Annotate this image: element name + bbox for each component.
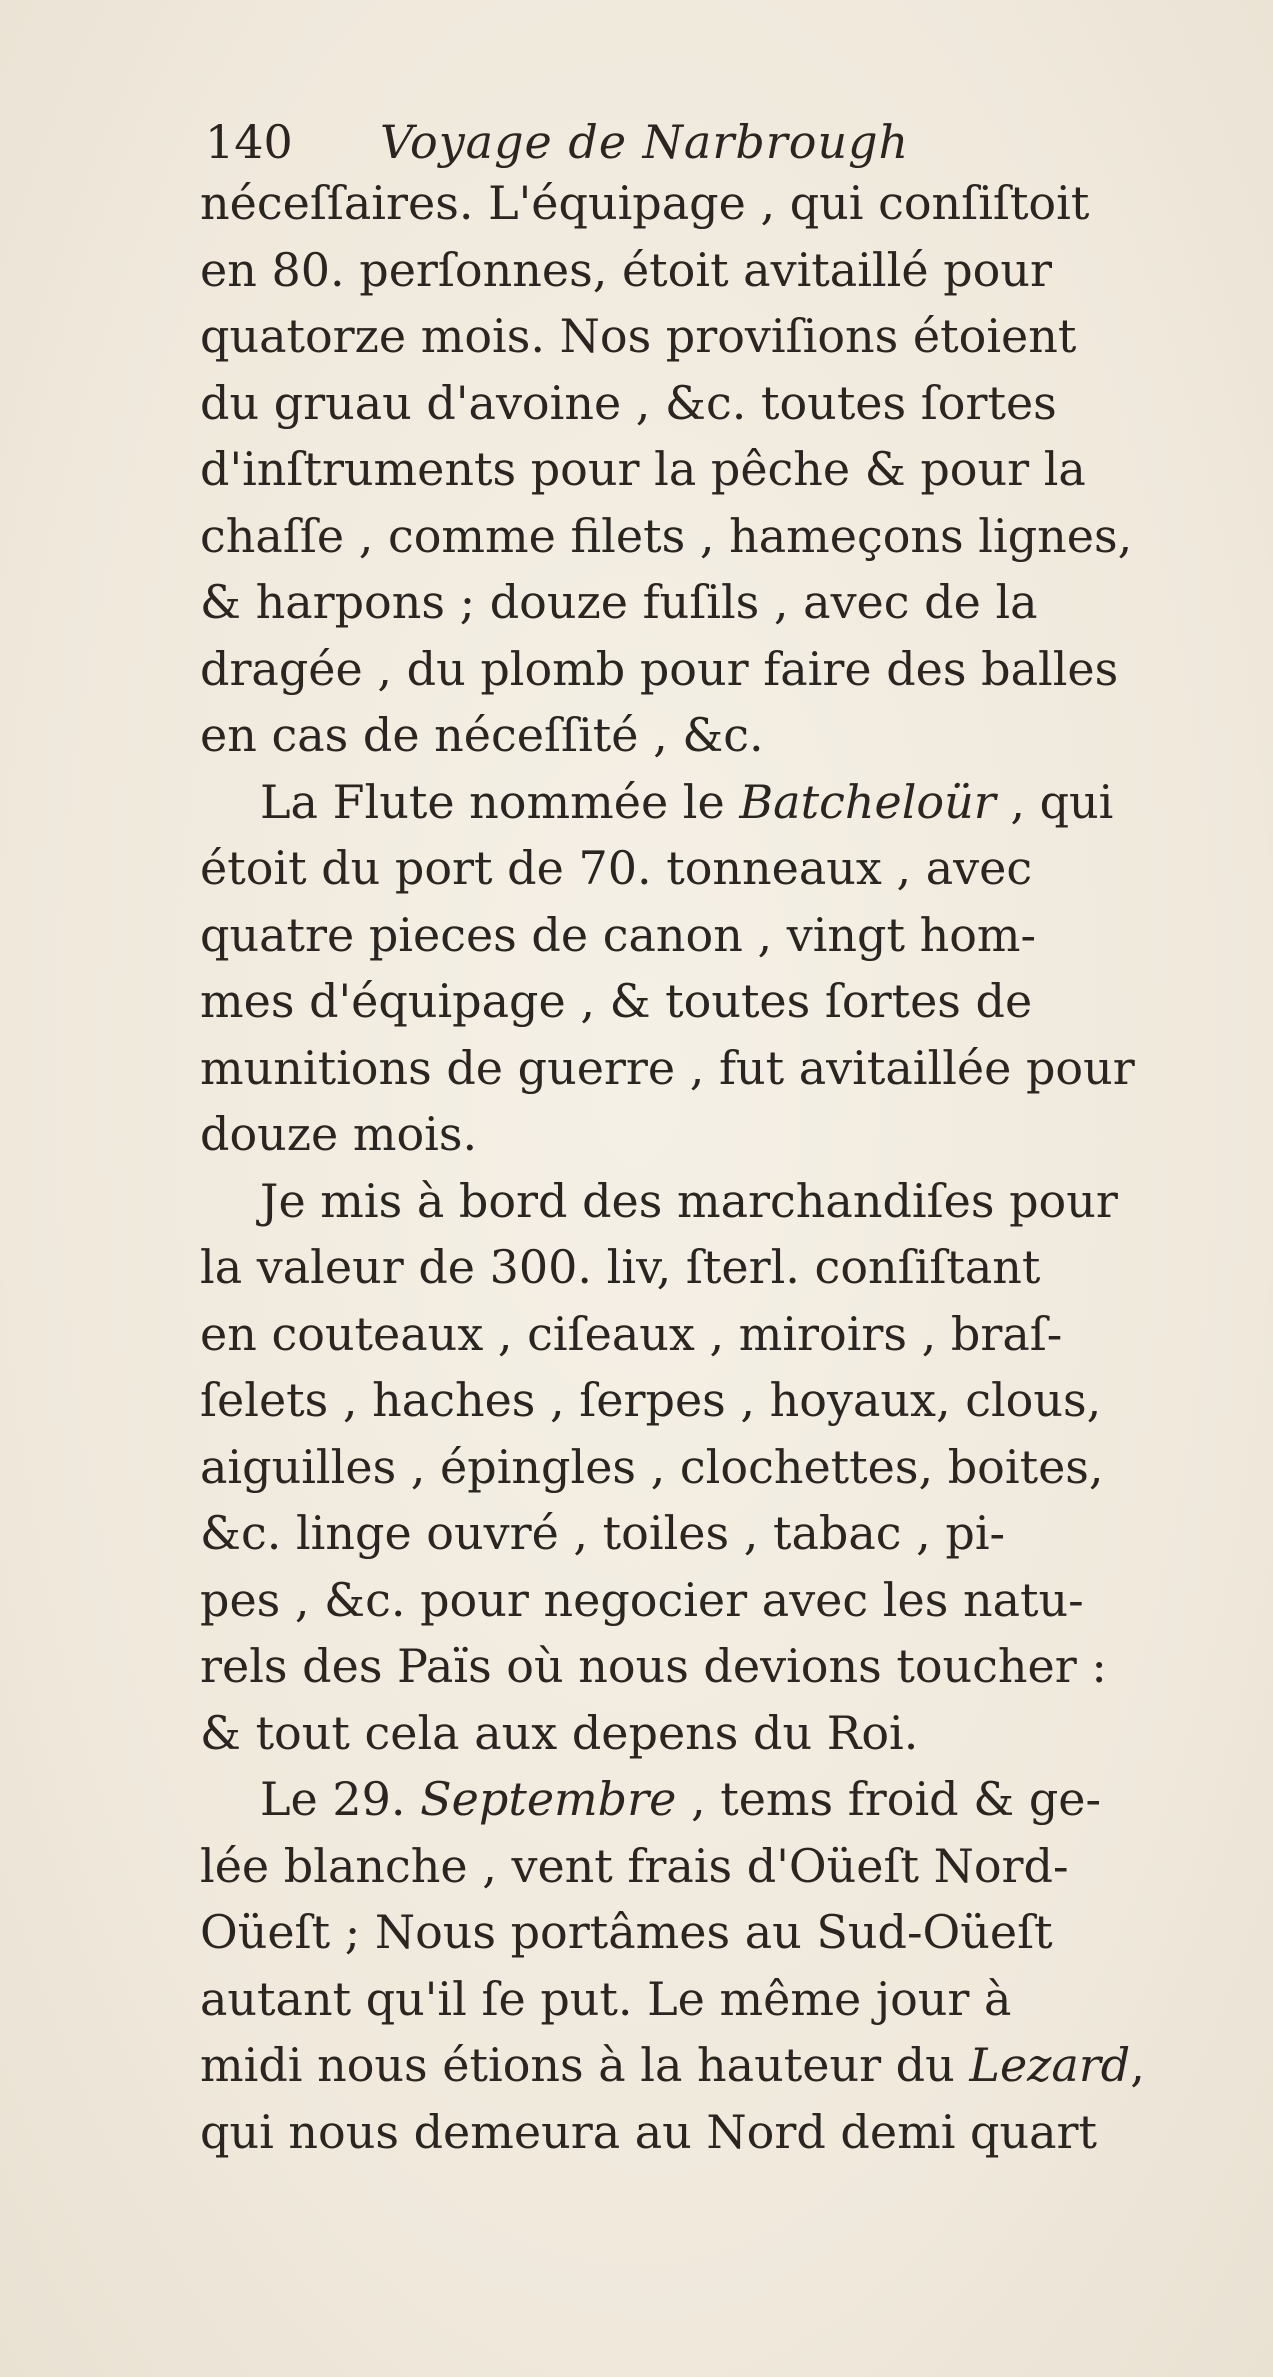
text-segment: chaſſe , comme filets , hameçons lignes,	[200, 508, 1133, 563]
text-segment: midi nous étions à la hauteur du	[200, 2038, 970, 2092]
text-line	[200, 1301, 1200, 1368]
text-segment: étoit du port de 70. tonneaux , avec	[200, 841, 1033, 895]
text-segment: dragée , du plomb pour faire des balles	[200, 641, 1119, 696]
running-title: Voyage de Narbrough	[380, 115, 910, 169]
text-line	[200, 2099, 1200, 2166]
text-segment: munitions de guerre , fut avitaillée pour	[200, 1040, 1135, 1095]
text-segment: en 80. perſonnes, étoit avitaillé pour	[200, 242, 1052, 297]
text-segment: & harpons ; douze fuſils , avec de la	[200, 575, 1038, 629]
text-line	[200, 1899, 1200, 1966]
text-segment: autant qu'il ſe put. Le même jour à	[200, 1971, 1012, 2026]
text-line	[200, 1700, 1200, 1767]
text-segment: mes d'équipage , & toutes ſortes de	[200, 974, 1033, 1028]
italic-segment: Batcheloür	[739, 774, 996, 829]
text-line	[200, 1168, 1200, 1235]
text-segment: rels des Païs où nous devions toucher :	[200, 1639, 1107, 1693]
text-line	[200, 1500, 1200, 1567]
text-line	[200, 2032, 1200, 2099]
text-segment: du gruau d'avoine , &c. toutes ſortes	[200, 375, 1057, 430]
page-number: 140	[205, 115, 293, 169]
text-segment: pes , &c. pour negocier avec les natu-	[200, 1572, 1084, 1627]
text-line	[200, 769, 1200, 836]
text-segment: , qui	[995, 774, 1114, 829]
text-segment: ſelets , haches , ſerpes , hoyaux, clous,	[200, 1373, 1102, 1427]
text-line	[200, 436, 1200, 503]
text-segment: lée blanche , vent frais d'Oüeſt Nord-	[200, 1838, 1069, 1893]
text-line	[200, 237, 1200, 304]
text-line	[200, 1035, 1200, 1102]
text-segment: en cas de néceſſité , &c.	[200, 708, 764, 762]
text-line	[200, 170, 1200, 237]
text-line	[200, 968, 1200, 1035]
body-text	[200, 170, 1200, 2165]
text-segment: &c. linge ouvré , toiles , tabac , pi-	[200, 1506, 1006, 1560]
text-line	[200, 1833, 1200, 1900]
text-line	[200, 1434, 1200, 1501]
text-line	[200, 1234, 1200, 1301]
text-line	[200, 1633, 1200, 1700]
text-line	[200, 503, 1200, 570]
text-line	[200, 1966, 1200, 2033]
text-segment: quatre pieces de canon , vingt hom-	[200, 907, 1037, 962]
text-line	[200, 370, 1200, 437]
text-segment: en couteaux , ciſeaux , miroirs , braſ-	[200, 1306, 1063, 1361]
text-segment: quatorze mois. Nos proviſions étoient	[200, 309, 1077, 363]
text-segment: & tout cela aux depens du Roi.	[200, 1705, 919, 1760]
text-segment: Je mis à bord des marchandiſes pour	[260, 1173, 1118, 1228]
text-line	[200, 636, 1200, 703]
text-segment: la valeur de 300. liv, ſterl. conſiſtant	[200, 1240, 1041, 1294]
text-line	[200, 569, 1200, 636]
text-segment: aiguilles , épingles , clochettes, boites,	[200, 1439, 1104, 1494]
italic-segment: Lezard	[969, 2038, 1131, 2092]
text-segment: douze mois.	[200, 1107, 478, 1161]
text-line	[200, 902, 1200, 969]
text-line	[200, 1766, 1200, 1833]
running-head	[205, 112, 1065, 172]
text-segment: Le 29.	[260, 1772, 421, 1826]
text-segment: Oüeſt ; Nous portâmes au Sud-Oüeſt	[200, 1905, 1053, 1959]
text-line	[200, 702, 1200, 769]
text-segment: , tems froid & ge-	[676, 1772, 1102, 1826]
text-segment: d'inſtruments pour la pêche & pour la	[200, 442, 1086, 496]
text-line	[200, 303, 1200, 370]
italic-segment: Septembre	[420, 1772, 677, 1826]
text-line	[200, 1567, 1200, 1634]
text-line	[200, 835, 1200, 902]
text-segment: ,	[1130, 2038, 1145, 2092]
text-segment: La Flute nommée le	[260, 774, 740, 829]
text-segment: néceſſaires. L'équipage , qui conſiſtoit	[200, 176, 1090, 230]
text-line	[200, 1101, 1200, 1168]
text-segment: qui nous demeura au Nord demi quart	[200, 2104, 1098, 2159]
text-line	[200, 1367, 1200, 1434]
